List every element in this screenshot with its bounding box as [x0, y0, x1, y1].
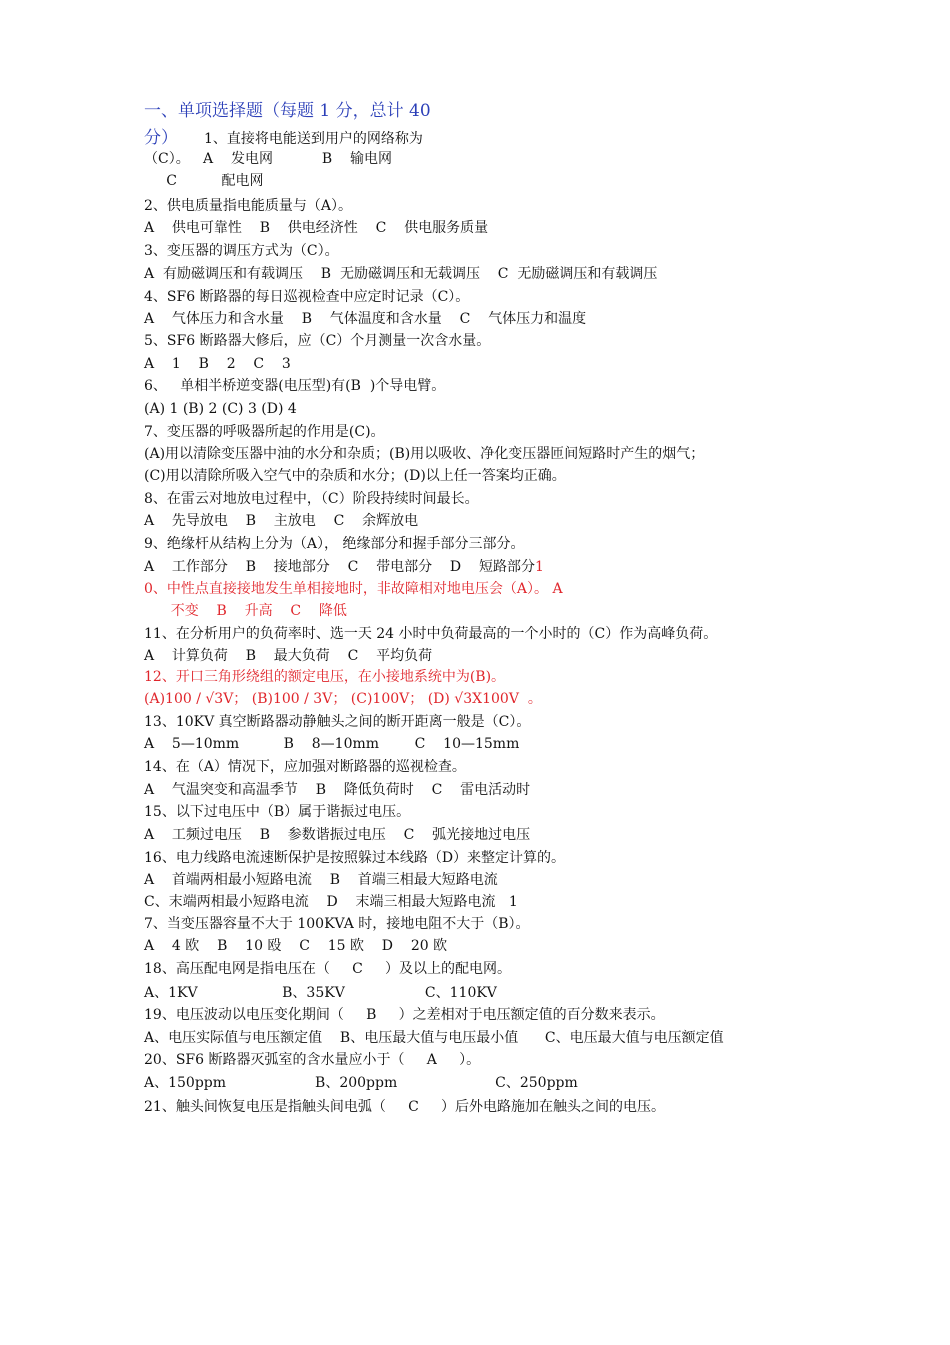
- question-21-stem: 21、触头间恢复电压是指触头间电弧（ C ）后外电路施加在触头之间的电压。: [144, 1099, 666, 1115]
- question-19-stem: 19、电压波动以电压变化期间（ B ）之差相对于电压额定值的百分数来表示。: [144, 1007, 665, 1023]
- section-title: 一、单项选择题（每题 1 分，总计 40: [144, 101, 431, 121]
- question-9-stem: 9、绝缘杆从结构上分为（A）， 绝缘部分和握手部分三部分。: [144, 536, 525, 552]
- question-7-options-a-b: (A)用以清除变压器中油的水分和杂质；(B)用以吸收、净化变压器匝间短路时产生的烟气；: [144, 446, 705, 462]
- question-10-number-fragment: 1: [534, 559, 544, 575]
- question-1-option-c: C 配电网: [144, 173, 264, 189]
- question-9-options: [144, 558, 544, 576]
- question-17-stem: 7、当变压器容量不大于 100KVA 时，接地电阻不大于（B）。: [144, 916, 530, 932]
- question-12-stem: 12、开口三角形绕组的额定电压，在小接地系统中为(B)。: [144, 669, 506, 685]
- question-7-options-c-d: (C)用以清除所吸入空气中的杂质和水分；(D)以上任一答案均正确。: [144, 468, 566, 484]
- question-6-options: (A) 1 (B) 2 (C) 3 (D) 4: [144, 401, 297, 417]
- question-13-stem: 13、10KV 真空断路器动静触头之间的断开距离一般是（C）。: [144, 714, 531, 730]
- question-16-options-c-d: C、末端两相最小短路电流 D 末端三相最大短路电流 1: [144, 894, 518, 910]
- question-16-stem: 16、电力线路电流速断保护是按照躲过本线路（D）来整定计算的。: [144, 850, 566, 866]
- question-8-stem: 8、在雷云对地放电过程中，（C）阶段持续时间最长。: [144, 491, 479, 507]
- question-7-stem: 7、变压器的呼吸器所起的作用是(C)。: [144, 424, 385, 440]
- question-10-stem: 0、中性点直接接地发生单相接地时，非故障相对地电压会（A）。 A: [144, 581, 563, 597]
- question-10-options: 不变 B 升高 C 降低: [144, 603, 347, 619]
- question-19-options: A、电压实际值与电压额定值 B、电压最大值与电压最小值 C、电压最大值与电压额定值: [144, 1030, 724, 1046]
- question-20-stem: 20、SF6 断路器灭弧室的含水量应小于（ A ）。: [144, 1052, 481, 1068]
- question-4-stem: 4、SF6 断路器的每日巡视检查中应定时记录（C）。: [144, 289, 470, 305]
- question-17-options: A 4 欧 B 10 殴 C 15 欧 D 20 欧: [144, 938, 448, 954]
- question-12-options: (A)100 / √3V； (B)100 / 3V； (C)100V； (D) √3X100V 。: [144, 691, 542, 707]
- question-5-options: A 1 B 2 C 3: [144, 356, 291, 372]
- question-15-options: A 工频过电压 B 参数谐振过电压 C 弧光接地过电压: [144, 827, 531, 843]
- section-title-continuation: 分）: [144, 128, 178, 148]
- question-4-options: A 气体压力和含水量 B 气体温度和含水量 C 气体压力和温度: [144, 311, 587, 327]
- question-3-stem: 3、变压器的调压方式为（C）。: [144, 243, 339, 259]
- question-1-line: [144, 127, 423, 149]
- question-11-options: A 计算负荷 B 最大负荷 C 平均负荷: [144, 648, 433, 664]
- question-16-options-a-b: A 首端两相最小短路电流 B 首端三相最大短路电流: [144, 872, 498, 888]
- question-14-stem: 14、在（A）情况下，应加强对断路器的巡视检查。: [144, 759, 466, 775]
- question-6-stem: 6、 单相半桥逆变器(电压型)有(B )个导电臂。: [144, 378, 446, 394]
- question-11-stem: 11、在分析用户的负荷率时、选一天 24 小时中负荷最高的一个小时的（C）作为高峰负荷。: [144, 626, 718, 642]
- question-20-options: A、150ppm B、200ppm C、250ppm: [144, 1075, 578, 1091]
- question-2-stem: 2、供电质量指电能质量与（A）。: [144, 198, 353, 214]
- question-18-options: A、1KV B、35KV C、110KV: [144, 985, 497, 1001]
- question-5-stem: 5、SF6 断路器大修后，应（C）个月测量一次含水量。: [144, 333, 491, 349]
- question-13-options: A 5—10mm B 8—10mm C 10—15mm: [144, 736, 520, 752]
- question-1-options-a-b: （C）。 A 发电网 B 输电网: [144, 151, 393, 167]
- question-18-stem: 18、高压配电网是指电压在（ C ）及以上的配电网。: [144, 961, 512, 977]
- question-8-options: A 先导放电 B 主放电 C 余辉放电: [144, 513, 419, 529]
- question-3-options: A 有励磁调压和有载调压 B 无励磁调压和无载调压 C 无励磁调压和有载调压: [144, 266, 658, 282]
- question-2-options: A 供电可靠性 B 供电经济性 C 供电服务质量: [144, 220, 489, 236]
- question-1-stem: 1、直接将电能送到用户的网络称为: [204, 131, 423, 147]
- question-15-stem: 15、以下过电压中（B）属于谐振过电压。: [144, 804, 411, 820]
- question-14-options: A 气温突变和高温季节 B 降低负荷时 C 雷电活动时: [144, 782, 531, 798]
- question-9-options-text: A 工作部分 B 接地部分 C 带电部分 D 短路部分: [144, 559, 535, 575]
